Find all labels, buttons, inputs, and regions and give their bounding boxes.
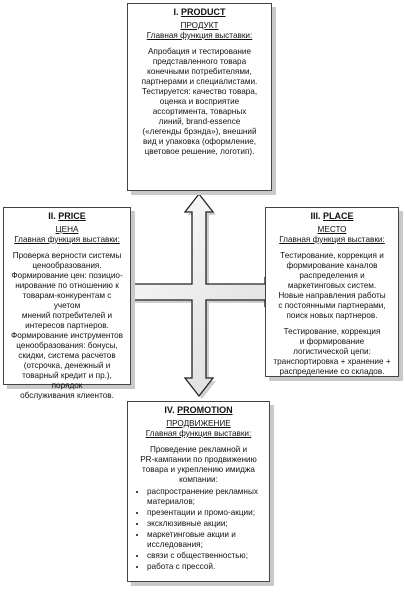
promotion-subtitle: ПРОДВИЖЕНИЕ: [166, 418, 231, 428]
product-line: Апробация и тестирование: [147, 46, 252, 56]
product-title: PRODUCT: [181, 7, 226, 17]
price-line: Формирование инструментов: [10, 330, 124, 340]
price-function-label: Главная функция выставки:: [14, 234, 120, 244]
product-header: I. PRODUCT: [173, 7, 226, 17]
price-title: PRICE: [58, 211, 86, 221]
price-subtitle: ЦЕНА: [55, 224, 79, 234]
place-box: [265, 207, 399, 377]
price-line: товарам-конкурентам с учетом: [22, 290, 112, 310]
promotion-bullet: • работа с прессой.: [147, 562, 264, 572]
place-line: распределения и: [299, 270, 365, 280]
price-line: мнений потребителей и: [21, 310, 113, 320]
product-box: [127, 3, 272, 191]
price-box: [3, 207, 131, 400]
place-line: и формирование: [299, 336, 365, 346]
place-line: распределение со складов.: [279, 366, 385, 376]
place-line: маркетинговых систем.: [287, 280, 377, 290]
promotion-function-label: Главная функция выставки:: [145, 428, 252, 438]
place-line: поиск новых партнеров.: [286, 310, 378, 320]
place-line: Тестирование, коррекция: [283, 326, 381, 336]
price-line: товарный кредит и пр.), порядок: [22, 370, 112, 390]
price-line: ценообразования: бонусы,: [16, 340, 118, 350]
promotion-box: [127, 401, 270, 582]
product-line: представленного товара: [152, 56, 247, 66]
price-line: обслуживания клиентов.: [20, 390, 114, 400]
place-subtitle: МЕСТО: [317, 224, 347, 234]
product-line: ассортимента, товарных: [152, 106, 247, 116]
promotion-header: IV. PROMOTION: [164, 405, 233, 415]
product-line: оценка и восприятие: [159, 96, 240, 106]
promotion-lead-line: PR-кампании по продвижению: [140, 454, 257, 464]
product-line: партнерами и специалистами.: [141, 76, 258, 86]
promotion-bullet-list: [133, 487, 264, 572]
price-line: нирование по отношению к: [15, 280, 119, 290]
price-line: (отсрочка, денежный и: [23, 360, 111, 370]
place-line: Новые направления работы: [278, 290, 386, 300]
place-line: логистической цепи:: [293, 346, 371, 356]
product-line: линий, brand-essence: [158, 116, 241, 126]
price-line: ценообразования.: [32, 260, 102, 270]
place-line: транспортировка + хранение +: [273, 356, 391, 366]
product-function-label: Главная функция выставки:: [146, 30, 253, 40]
promotion-title: PROMOTION: [177, 405, 233, 415]
place-line: с постоянными партнерами,: [278, 300, 386, 310]
place-function-label: Главная функция выставки:: [279, 234, 385, 244]
product-line: («легенды брэнда»), внешний: [142, 126, 257, 136]
promotion-lead-line: Проведение рекламной и: [149, 444, 248, 454]
promotion-bullet: • эксклюзивные акции;: [147, 519, 264, 529]
promotion-lead-line: товара и укреплению имиджа: [142, 464, 255, 474]
place-title: PLACE: [323, 211, 354, 221]
product-line: Тестируется: качество товара,: [141, 86, 258, 96]
promotion-lead-line: компании:: [179, 474, 218, 484]
product-line: конечными потребителями,: [147, 66, 252, 76]
promotion-bullet: • презентации и промо-акции;: [147, 508, 264, 518]
product-line: вид и упаковка (оформление,: [142, 136, 257, 146]
place-line: Тестирование, коррекция и: [280, 250, 384, 260]
product-subtitle: ПРОДУКТ: [180, 20, 219, 30]
price-line: Проверка верности системы: [12, 250, 122, 260]
price-line: Формирование цен: позицио-: [11, 270, 123, 280]
price-line: интересов партнеров.: [25, 320, 109, 330]
promotion-bullet: • распространение рекламных материалов;: [147, 487, 264, 507]
price-header: II. PRICE: [48, 211, 86, 221]
place-line: формирование каналов: [286, 260, 378, 270]
place-header: III. PLACE: [310, 211, 354, 221]
price-line: скидки, система расчетов: [18, 350, 116, 360]
product-line: цветовое решение, логотип).: [144, 146, 255, 156]
promotion-bullet: • маркетинговые акции и исследования;: [147, 530, 264, 550]
promotion-bullet: • связи с общественностью;: [147, 551, 264, 561]
